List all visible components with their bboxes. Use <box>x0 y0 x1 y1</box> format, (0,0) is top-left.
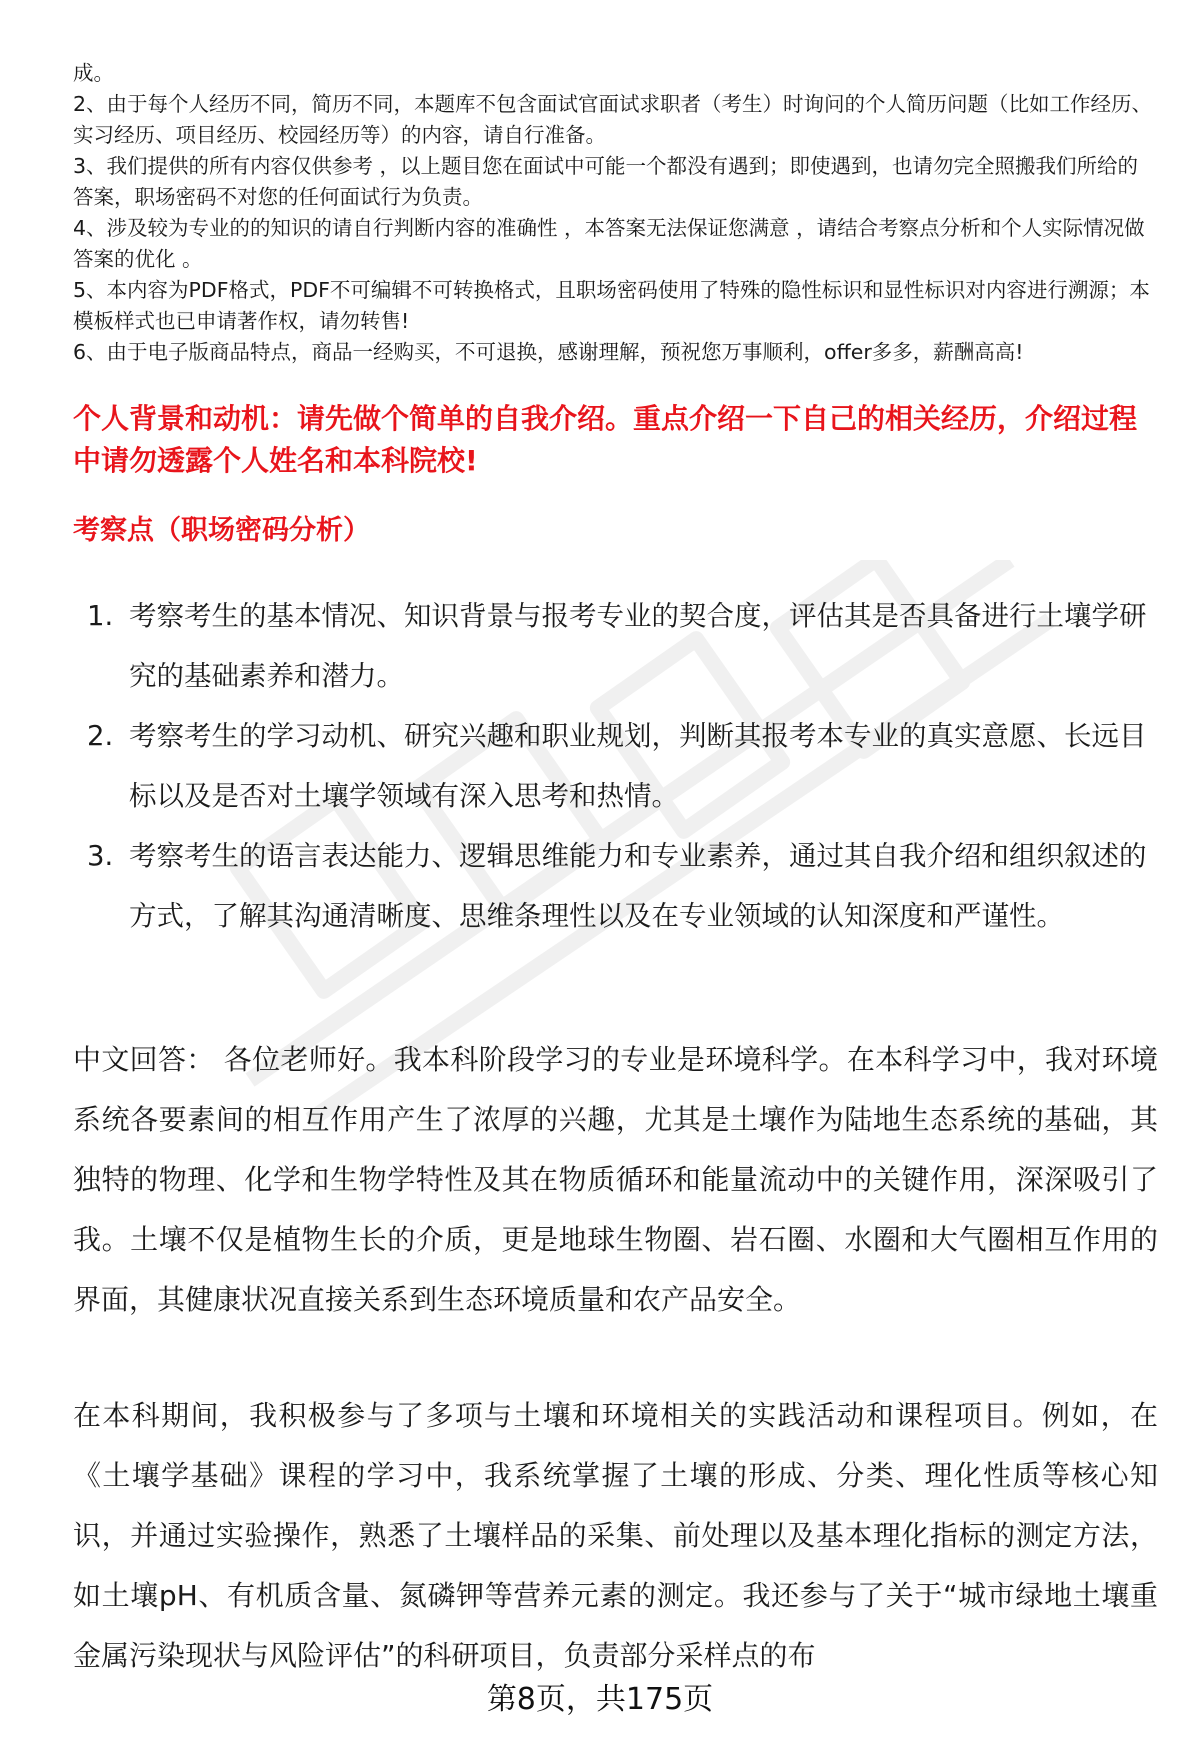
list-item-text: 考察考生的学习动机、研究兴趣和职业规划，判断其报考本专业的真实意愿、长远目标以及是否对土壤学领域有深入思考和热情。 <box>129 720 1147 812</box>
note-line: 成。 <box>73 61 114 85</box>
note-line: 6、由于电子版商品特点，商品一经购买，不可退换，感谢理解，预祝您万事顺利，offer多多，薪酬高高! <box>73 340 1024 364</box>
note-line: 4、涉及较为专业的的知识的请自行判断内容的准确性 ，本答案无法保证您满意 ，请结合考察点分析和个人实际情况做答案的优化 。 <box>73 216 1145 271</box>
key-points-list <box>73 586 1158 946</box>
list-item-text: 考察考生的语言表达能力、逻辑思维能力和专业素养，通过其自我介绍和组织叙述的方式，了解其沟通清晰度、思维条理性以及在专业领域的认知深度和严谨性。 <box>129 840 1147 932</box>
list-item-number: 3. <box>87 840 114 872</box>
key-points-title: 考察点（职场密码分析） <box>73 515 370 546</box>
list-item <box>73 826 1158 946</box>
list-item <box>73 706 1158 826</box>
answer-paragraph: 中文回答： 各位老师好。我本科阶段学习的专业是环境科学。在本科学习中，我对环境系统各要素间的相互作用产生了浓厚的兴趣，尤其是土壤作为陆地生态系统的基础，其独特的物理、化学和生物学特性及其在物质循环和能量流动中的关键作用，深深吸引了我。土壤不仅是植物生长的介质，更是地球生物圈、岩石圈、水圈和大气圈相互作用的界面，其健康状况直接关系到生态环境质量和农产品安全。 <box>73 1043 1158 1316</box>
list-item-text: 考察考生的基本情况、知识背景与报考专业的契合度，评估其是否具备进行土壤学研究的基础素养和潜力。 <box>129 600 1147 692</box>
answer-paragraph: 在本科期间，我积极参与了多项与土壤和环境相关的实践活动和课程项目。例如，在《土壤学基础》课程的学习中，我系统掌握了土壤的形成、分类、理化性质等核心知识，并通过实验操作，熟悉了土壤样品的采集、前处理以及基本理化指标的测定方法，如土壤pH、有机质含量、氮磷钾等营养元素的测定。我还参与了关于“城市绿地土壤重金属污染现状与风险评估”的科研项目，负责部分采样点的布 <box>73 1399 1158 1672</box>
list-item-number: 1. <box>87 600 114 632</box>
list-item-number: 2. <box>87 720 114 752</box>
question-title: 个人背景和动机：请先做个简单的自我介绍。重点介绍一下自己的相关经历，介绍过程中请勿透露个人姓名和本科院校! <box>73 402 1138 477</box>
notes-section <box>73 58 1158 368</box>
page-number: 第8页，共175页 <box>486 1682 714 1717</box>
note-line: 5、本内容为PDF格式，PDF不可编辑不可转换格式，且职场密码使用了特殊的隐性标识和显性标识对内容进行溯源；本模板样式也已申请著作权，请勿转售! <box>73 278 1150 333</box>
list-item <box>73 586 1158 706</box>
note-line: 2、由于每个人经历不同，简历不同，本题库不包含面试官面试求职者（考生）时询问的个人简历问题（比如工作经历、实习经历、项目经历、校园经历等）的内容，请自行准备。 <box>73 92 1153 147</box>
note-line: 3、我们提供的所有内容仅供参考 ，以上题目您在面试中可能一个都没有遇到；即使遇到，也请勿完全照搬我们所给的答案，职场密码不对您的任何面试行为负责。 <box>73 154 1139 209</box>
